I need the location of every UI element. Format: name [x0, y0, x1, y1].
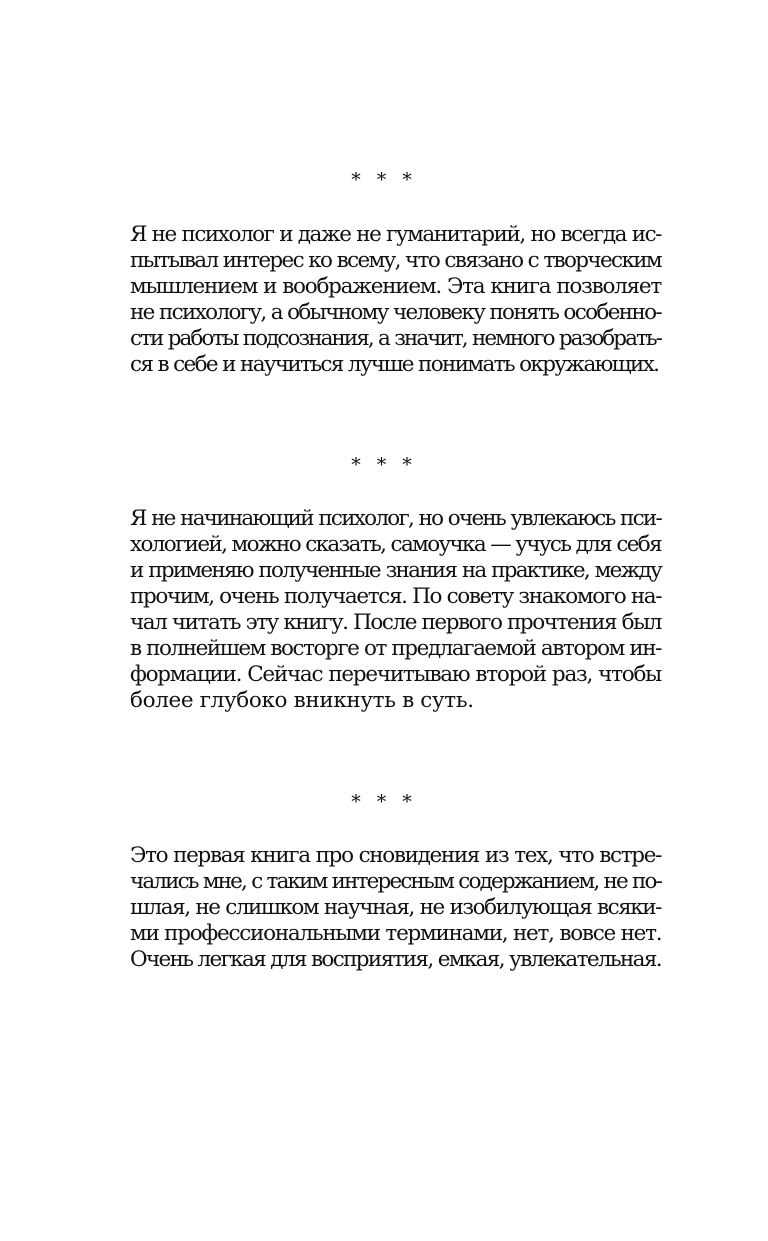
text-line: и применяю полученные знания на практике, между [130, 558, 661, 583]
section-separator: * * * [351, 791, 417, 813]
text-line: Это первая книга про сновидения из тех, что встре- [130, 843, 661, 868]
text-line: Я не психолог и даже не гуманитарий, но всегда ис- [130, 222, 661, 247]
text-line: мышлением и воображением. Эта книга позволяет [130, 274, 661, 299]
text-line: шлая, не слишком научная, не изобилующая всяки- [130, 895, 661, 920]
text-line: чал читать эту книгу. После первого прочтения был [130, 610, 661, 635]
text-line: Я не начинающий психолог, но очень увлекаюсь пси- [130, 506, 661, 531]
review-paragraph [130, 506, 661, 714]
text-line: не психологу, а обычному человеку понять особенно- [130, 300, 662, 325]
text-line: хологией, можно сказать, самоучка — учусь для себя [130, 532, 661, 557]
text-line: ся в себе и научиться лучше понимать окружающих. [130, 352, 659, 377]
text-line: ми профессиональными терминами, нет, вовсе нет. [130, 921, 662, 946]
section-separator: * * * [351, 454, 417, 476]
review-paragraph [130, 222, 661, 378]
text-line: формации. Сейчас перечитываю второй раз, чтобы [130, 662, 661, 687]
text-line: чались мне, с таким интересным содержанием, не по- [130, 869, 661, 894]
section-separator: * * * [351, 169, 417, 191]
text-line: Очень легкая для восприятия, емкая, увлекательная. [130, 947, 661, 972]
text-line: сти работы подсознания, а значит, немного разобрать- [130, 326, 661, 351]
text-line: пытывал интерес ко всему, что связано с творческим [130, 248, 661, 273]
text-line: в полнейшем восторге от предлагаемой автором ин- [130, 636, 661, 661]
text-line: прочим, очень получается. По совету знакомого на- [130, 584, 662, 609]
review-paragraph [130, 843, 661, 973]
text-line: более глубоко вникнуть в суть. [130, 688, 474, 713]
